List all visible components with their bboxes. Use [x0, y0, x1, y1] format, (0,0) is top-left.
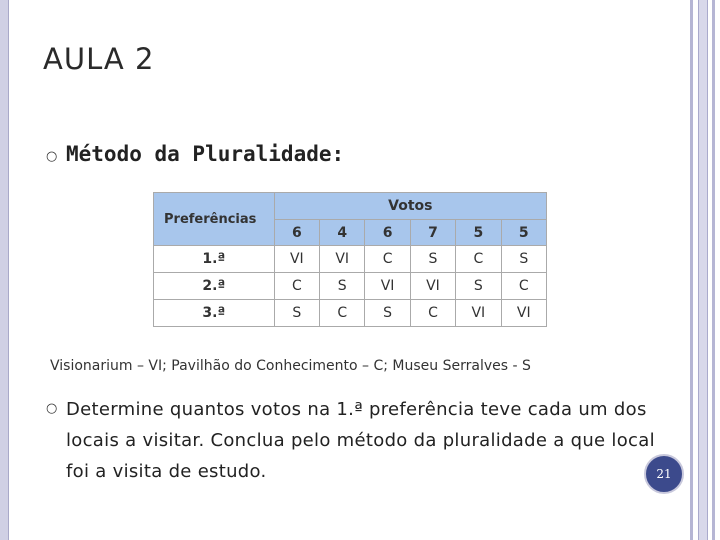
- vote-count: 6: [365, 220, 410, 246]
- row-label: 2.ª: [154, 273, 275, 300]
- table-cell: VI: [274, 246, 319, 273]
- table-cell: C: [274, 273, 319, 300]
- table-cell: S: [365, 300, 410, 327]
- table-cell: VI: [456, 300, 501, 327]
- table-cell: S: [410, 246, 455, 273]
- table-cell: C: [410, 300, 455, 327]
- bullet-icon: ○: [46, 401, 58, 416]
- left-decor-bar: [0, 0, 9, 540]
- table-cell: VI: [410, 273, 455, 300]
- table-row: [154, 246, 547, 273]
- vote-count: 7: [410, 220, 455, 246]
- table-row: [154, 273, 547, 300]
- preferences-header: Preferências: [154, 193, 275, 246]
- table-cell: C: [456, 246, 501, 273]
- vote-count: 5: [501, 220, 546, 246]
- table-cell: C: [501, 273, 546, 300]
- right-decor-bars: [686, 0, 720, 540]
- table-cell: S: [320, 273, 365, 300]
- table-cell: S: [274, 300, 319, 327]
- vote-count: 5: [456, 220, 501, 246]
- table-cell: C: [320, 300, 365, 327]
- vote-count: 4: [320, 220, 365, 246]
- slide-title: AULA 2: [43, 42, 155, 76]
- row-label: 1.ª: [154, 246, 275, 273]
- votes-header: Votos: [274, 193, 546, 220]
- table-cell: C: [365, 246, 410, 273]
- table-cell: VI: [320, 246, 365, 273]
- page-number-badge: 21: [644, 454, 684, 494]
- slide-heading: Método da Pluralidade:: [66, 142, 345, 166]
- table-cell: S: [501, 246, 546, 273]
- legend-text: Visionarium – VI; Pavilhão do Conhecimento – C; Museu Serralves - S: [50, 358, 531, 374]
- vote-count: 6: [274, 220, 319, 246]
- exercise-text: Determine quantos votos na 1.ª preferência teve cada um dos locais a visitar. Conclua pelo método da pluralidade a que local foi a visita de estudo.: [66, 399, 655, 482]
- table-cell: VI: [501, 300, 546, 327]
- table-cell: VI: [365, 273, 410, 300]
- table-cell: S: [456, 273, 501, 300]
- table-row: [154, 300, 547, 327]
- votes-table: [153, 192, 547, 327]
- row-label: 3.ª: [154, 300, 275, 327]
- bullet-icon: ○: [46, 149, 58, 164]
